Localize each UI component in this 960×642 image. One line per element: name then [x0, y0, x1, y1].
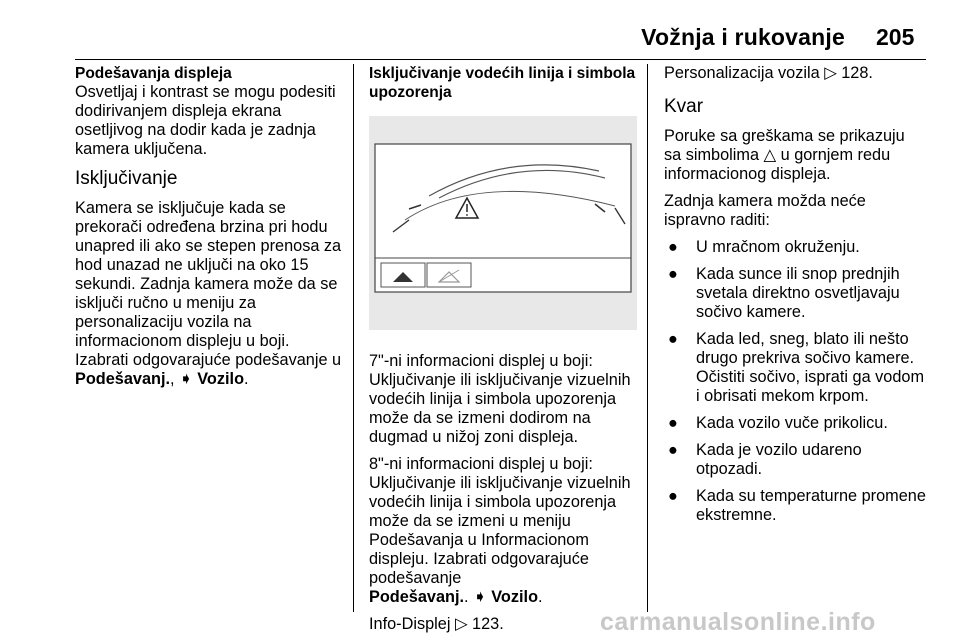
section-heading-guidelines-off: Isključivanje vodećih linija i simbola upozorenja — [369, 65, 636, 101]
menu-arrow-icon: ➧ — [473, 588, 487, 606]
bullet-icon: ● — [668, 414, 678, 432]
page-header-title: Vožnja i rukovanje — [641, 24, 845, 50]
page-reference-arrow-icon: ▷ — [824, 64, 837, 82]
page-reference-arrow-icon: ▷ — [454, 615, 468, 633]
list-item-text: Kada sunce ili snop prednjih svetala direktno osvetljavaju sočivo kamere. — [696, 265, 900, 321]
section-heading-switch-off: Isključivanje — [75, 168, 178, 189]
page-number: 205 — [876, 24, 915, 50]
info-display-ref-page: 123. — [472, 615, 504, 633]
personalization-ref-page: 128. — [841, 64, 873, 82]
list-item — [664, 487, 926, 525]
column-3 — [664, 64, 926, 533]
warning-triangle-icon: △ — [763, 146, 777, 164]
list-item — [664, 441, 926, 479]
bullet-icon: ● — [668, 265, 678, 283]
fault-conditions-list — [664, 238, 926, 525]
info-display-reference — [369, 615, 637, 634]
paragraph-camera-may-fail: Zadnja kamera možda neće ispravno raditi: — [664, 192, 866, 229]
separator: , — [170, 370, 180, 388]
info-display-ref-text: Info-Displej — [369, 615, 451, 633]
menu-vehicle-label: Vozilo — [491, 588, 539, 606]
personalization-ref-text: Personalizacija vozila — [664, 64, 820, 82]
bullet-icon: ● — [668, 238, 678, 256]
menu-arrow-icon: ➧ — [179, 370, 193, 388]
list-item-text: Kada su temperaturne promene ekstremne. — [696, 487, 926, 524]
menu-vehicle-label: Vozilo — [197, 370, 245, 388]
list-item-text: Kada led, sneg, blato ili nešto drugo prekriva sočivo kamere. Očistiti sočivo, isprati ga vodom i obrisati mekom krpom. — [696, 330, 925, 405]
section-heading-display-settings: Podešavanja displeja — [75, 65, 232, 82]
paragraph-error-text-b: u gornjem redu informacionog displeja. — [664, 146, 891, 183]
list-item-text: U mračnom okruženju. — [696, 238, 860, 256]
menu-settings-label: Podešavanj. — [369, 588, 465, 606]
sentence-end: . — [538, 588, 543, 606]
list-item — [664, 414, 926, 433]
rear-camera-display-illustration — [369, 116, 637, 330]
column-divider-1 — [353, 64, 354, 612]
paragraph-switch-off-text: Kamera se isključuje kada se prekorači određena brzina pri hodu unapred ili ako se stepen prenosa za hod unazad ne uključi na oko 15 sekundi. Zadnja kamera može da se isključi ručno u meniju za personalizaciju vozila na informacionom displeju u boji. Izabrati odgovarajuće podešavanje u — [75, 199, 342, 369]
watermark: carmanualsonline.info — [600, 608, 876, 636]
separator: . — [464, 588, 474, 606]
paragraph-8inch-text: 8"-ni informacioni displej u boji: Uključivanje ili isključivanje vizuelnih vodećih linija i simbola upozorenja može da se izmeni u meniju Podešavanja u Informacionom displeju. Izabrati odgovarajuće podešavanje — [369, 455, 631, 587]
paragraph-7inch-display: 7"-ni informacioni displej u boji: Uključivanje ili isključivanje vizuelnih vodećih linija i simbola upozorenja može da se izmeni dodirom na dugmad u nižoj zoni displeja. — [369, 352, 631, 446]
bullet-icon: ● — [668, 487, 678, 505]
list-item-text: Kada vozilo vuče prikolicu. — [696, 414, 888, 432]
column-1 — [75, 64, 345, 397]
list-item — [664, 265, 926, 322]
bullet-icon: ● — [668, 330, 678, 348]
paragraph-error-messages — [664, 127, 926, 184]
paragraph-switch-off — [75, 199, 345, 389]
list-item — [664, 238, 926, 257]
section-heading-fault: Kvar — [664, 96, 704, 117]
rear-camera-display-svg — [369, 116, 637, 330]
column-divider-2 — [647, 64, 648, 612]
sentence-end: . — [244, 370, 249, 388]
personalization-reference — [664, 64, 926, 83]
list-item-text: Kada je vozilo udareno otpozadi. — [696, 441, 862, 478]
list-item — [664, 330, 926, 406]
header-divider — [75, 59, 926, 60]
menu-settings-label: Podešavanj. — [75, 370, 171, 388]
paragraph-error-text-a: Poruke sa greškama se prikazuju sa simbolima — [664, 127, 905, 164]
bullet-icon: ● — [668, 441, 678, 459]
paragraph-display-settings: Osvetljaj i kontrast se mogu podesiti dodirivanjem displeja ekrana osetljivog na dodir kada je zadnja kamera uključena. — [75, 83, 336, 158]
column-2 — [369, 64, 637, 642]
paragraph-8inch-display — [369, 455, 637, 607]
